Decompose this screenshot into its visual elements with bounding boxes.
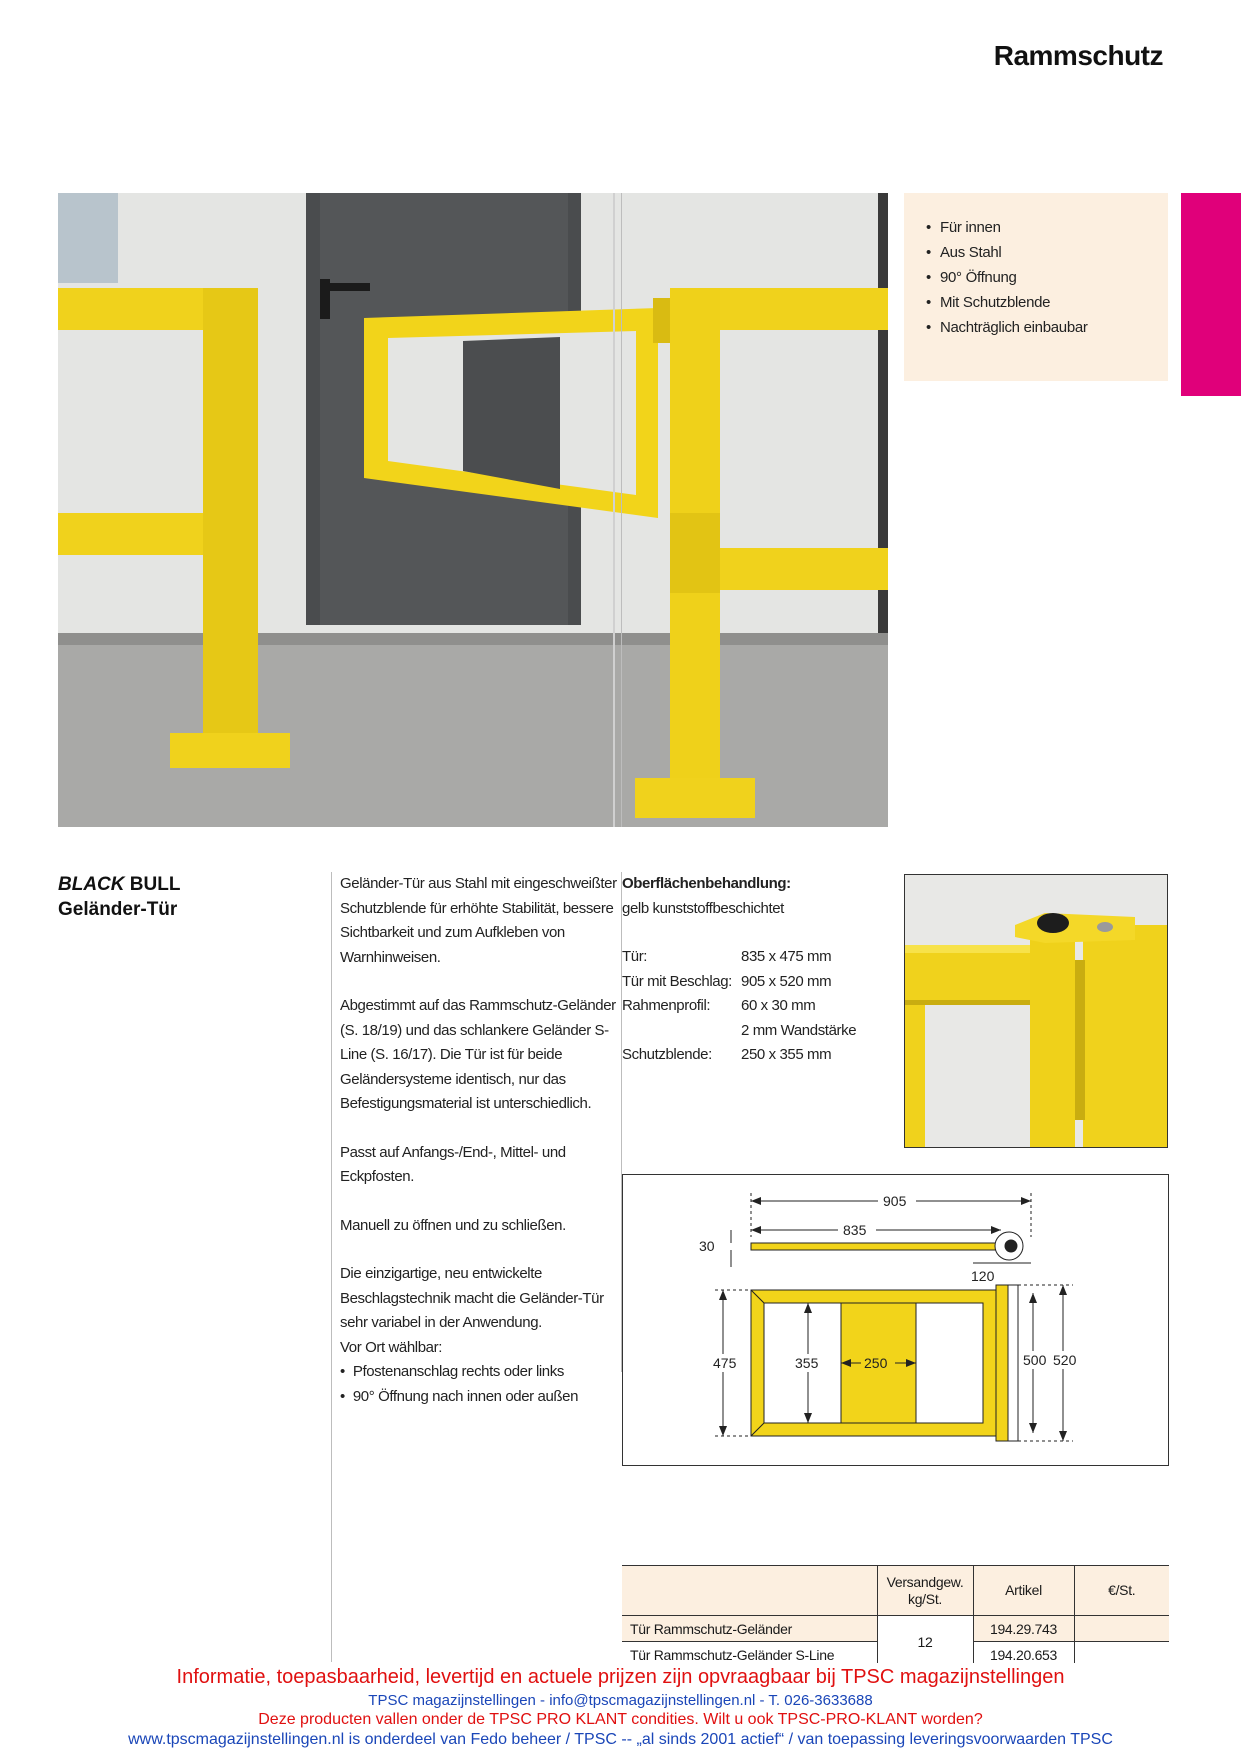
table-header [622, 1566, 877, 1616]
dim-label: 355 [795, 1355, 819, 1371]
product-table [622, 1565, 1169, 1668]
product-name: Geländer-Tür [58, 899, 178, 920]
footer [0, 1663, 1241, 1750]
table-header: €/St. [1074, 1566, 1169, 1616]
spec-key: Schutzblende: [622, 1046, 712, 1063]
spec-key: Tür: [622, 948, 648, 965]
dimension-drawing [622, 1174, 1169, 1466]
dim-label: 30 [699, 1238, 715, 1254]
feature-item: • Aus Stahl [926, 240, 1148, 265]
feature-item: • 90° Öffnung [926, 265, 1148, 290]
spec-value: 60 x 30 mm [741, 997, 816, 1014]
brand-name: BLACK [58, 874, 125, 895]
table-cell-article: 194.29.743 [973, 1616, 1074, 1642]
brand-name-2: BULL [129, 874, 181, 895]
description-paragraph: Geländer-Tür aus Stahl mit eingeschweißter Schutzblende für erhöhte Stabilität, bessere Sichtbarkeit und zum Aufkleben von Warnhinweisen. [340, 875, 617, 966]
table-cell-price [1074, 1616, 1169, 1642]
dim-label: 250 [864, 1355, 888, 1371]
table-cell-weight: 12 [877, 1616, 973, 1668]
description-paragraph: Manuell zu öffnen und zu schließen. [340, 1216, 566, 1234]
surface-value: gelb kunststoffbeschichtet [622, 899, 784, 917]
spec-value: 905 x 520 mm [741, 972, 832, 990]
feature-item: • Für innen [926, 215, 1148, 240]
table-header: Versandgew. kg/St. [877, 1566, 973, 1616]
hinge-detail-photo [904, 874, 1168, 1148]
spec-block [622, 872, 892, 1068]
spec-value: 2 mm Wandstärke [741, 1021, 857, 1039]
feature-list-panel [904, 193, 1168, 381]
spec-row [622, 1019, 892, 1044]
table-header-row [622, 1566, 1169, 1616]
footer-website-line[interactable]: www.tpscmagazijnstellingen.nl is onderdeel van Fedo beheer / TPSC -- „al sinds 2001 actief“ / van toepassing leveringsvoorwaarden TPSC [128, 1731, 1113, 1748]
spec-row [622, 970, 892, 995]
table-cell-name: Tür Rammschutz-Geländer [622, 1616, 877, 1642]
spec-value: 250 x 355 mm [741, 1046, 832, 1063]
spec-value: 835 x 475 mm [741, 948, 832, 965]
description-paragraph: Vor Ort wählbar: [340, 1338, 442, 1356]
description-paragraph: Abgestimmt auf das Rammschutz-Geländer (S. 18/19) und das schlankere Geländer S-Line (S. 16/17). Die Tür ist für beide Geländersysteme identisch, nur das Befestigungsmaterial ist unterschiedlich. [340, 997, 616, 1112]
dim-label: 835 [843, 1222, 867, 1238]
table-cell-article: 194.20.653 [973, 1642, 1074, 1668]
dim-label: 500 [1023, 1352, 1047, 1368]
spec-row [622, 945, 892, 970]
description-paragraph: Passt auf Anfangs-/End-, Mittel- und Eckpfosten. [340, 1143, 566, 1185]
product-description [340, 872, 622, 1409]
spec-row [622, 994, 892, 1019]
spec-key: Rahmenprofil: [622, 997, 711, 1014]
footer-contact-line[interactable]: TPSC magazijnstellingen - info@tpscmagazijnstellingen.nl - T. 026-3633688 [368, 1692, 873, 1709]
option-item: • Pfostenanschlag rechts oder links [340, 1360, 622, 1385]
dim-label: 520 [1053, 1352, 1077, 1368]
footer-info-line: Informatie, toepasbaarheid, levertijd en actuele prijzen zijn opvraagbaar bij TPSC magazijnstellingen [176, 1666, 1065, 1688]
footer-pro-line: Deze producten vallen onder de TPSC PRO KLANT condities. Wilt u ook TPSC-PRO-KLANT worden? [258, 1711, 983, 1728]
feature-item: • Mit Schutzblende [926, 290, 1148, 315]
dim-label: 120 [971, 1268, 995, 1284]
option-item: • 90° Öffnung nach innen oder außen [340, 1385, 622, 1410]
section-tab-marker [1181, 193, 1241, 396]
table-row [622, 1616, 1169, 1642]
table-header: Artikel [973, 1566, 1074, 1616]
dim-label: 905 [883, 1193, 907, 1209]
product-photo [58, 193, 888, 827]
spec-key: Tür mit Beschlag: [622, 972, 732, 990]
feature-item: • Nachträglich einbaubar [926, 315, 1148, 340]
page-title: Rammschutz [993, 40, 1163, 71]
dim-label: 475 [713, 1355, 737, 1371]
description-paragraph: Die einzigartige, neu entwickelte Beschlagstechnik macht die Geländer-Tür sehr variabel in der Anwendung. [340, 1265, 604, 1331]
table-cell-name: Tür Rammschutz-Geländer S-Line [622, 1642, 877, 1668]
spec-key [622, 1019, 741, 1044]
surface-title: Oberflächenbehandlung: [622, 875, 791, 892]
column-divider [331, 872, 332, 1662]
product-title [58, 872, 180, 922]
spec-row [622, 1043, 892, 1068]
photo-fold-line [621, 193, 622, 827]
